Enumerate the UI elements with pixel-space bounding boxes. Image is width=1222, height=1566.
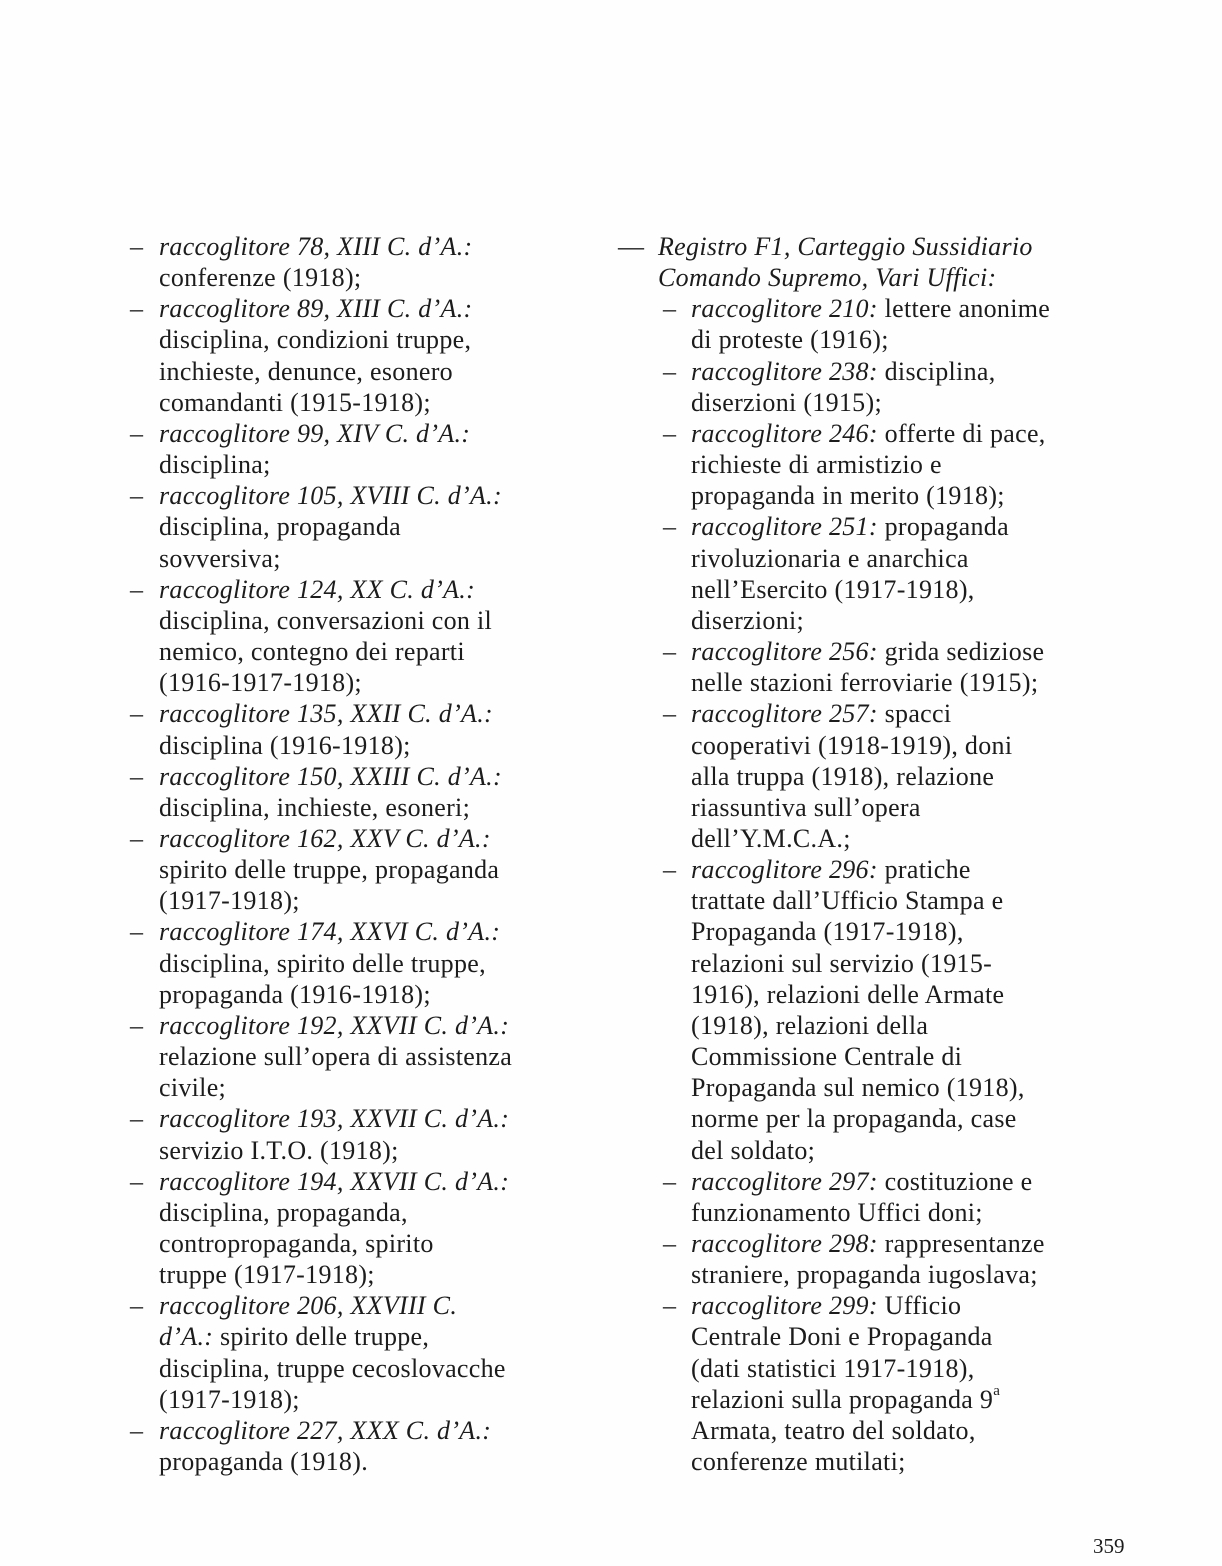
entry-line: propaganda in merito (1918); bbox=[691, 481, 1005, 511]
right-column bbox=[618, 231, 1108, 1477]
entry-text bbox=[159, 698, 570, 760]
entry-reference: raccoglitore 227, XXX C. d’A.: bbox=[159, 1415, 492, 1445]
list-item bbox=[130, 1103, 570, 1165]
entry-line bbox=[159, 231, 570, 262]
list-item bbox=[618, 418, 1108, 511]
list-dash: – bbox=[663, 1229, 677, 1258]
entry-subject: spacci bbox=[877, 699, 952, 729]
list-dash: – bbox=[130, 761, 144, 791]
entry-subject: offerte di pace, bbox=[877, 418, 1046, 448]
entry-line bbox=[691, 356, 1108, 387]
entry-reference: raccoglitore 299: bbox=[691, 1291, 878, 1321]
entry-line: disciplina (1916-1918); bbox=[159, 730, 411, 760]
entry-subject: propaganda bbox=[877, 512, 1009, 542]
list-dash: – bbox=[663, 855, 677, 885]
entry-line: riassuntiva sull’opera bbox=[691, 792, 921, 822]
entry-line: diserzioni; bbox=[691, 605, 805, 635]
list-dash: – bbox=[663, 1291, 677, 1321]
heading-line bbox=[658, 262, 1108, 293]
entry-reference: raccoglitore 192, XXVII C. d’A.: bbox=[159, 1010, 510, 1040]
list-dash: – bbox=[663, 294, 677, 324]
entry-line: propaganda (1918). bbox=[159, 1447, 368, 1477]
entry-line: nemico, contegno dei reparti bbox=[159, 637, 465, 667]
entry-line: (1918), relazioni della bbox=[691, 1010, 929, 1040]
entry-line: contropropaganda, spirito bbox=[159, 1229, 434, 1258]
entry-line: funzionamento Uffici doni; bbox=[691, 1197, 983, 1227]
entry-line: nell’Esercito (1917-1918), bbox=[691, 574, 975, 604]
entry-line: richieste di armistizio e bbox=[691, 450, 942, 480]
list-item bbox=[618, 1166, 1108, 1228]
entry-line: disciplina, spirito delle truppe, bbox=[159, 948, 486, 978]
entry-line: del soldato; bbox=[691, 1135, 816, 1165]
entry-subject: relazioni sulla propaganda 9 bbox=[691, 1384, 994, 1414]
entry-line bbox=[691, 1290, 1108, 1321]
list-dash: – bbox=[130, 1104, 144, 1134]
entry-reference: raccoglitore 135, XXII C. d’A.: bbox=[159, 699, 493, 729]
entry-line: disciplina, truppe cecoslovacche bbox=[159, 1353, 506, 1383]
list-dash: – bbox=[130, 232, 144, 261]
entry-subject: grida sediziose bbox=[877, 637, 1045, 667]
entry-reference: raccoglitore 298: bbox=[691, 1229, 878, 1258]
entry-line bbox=[159, 1166, 570, 1197]
entry-line: conferenze (1918); bbox=[159, 263, 362, 293]
list-dash: – bbox=[130, 823, 144, 853]
entry-line bbox=[159, 698, 570, 729]
list-item bbox=[130, 1290, 570, 1415]
entry-line bbox=[691, 1166, 1108, 1197]
list-item bbox=[618, 698, 1108, 854]
entry-text bbox=[691, 698, 1108, 854]
list-item bbox=[618, 636, 1108, 698]
entry-reference: raccoglitore 297: bbox=[691, 1166, 878, 1196]
entry-text bbox=[691, 1166, 1108, 1228]
entry-line bbox=[159, 293, 570, 324]
heading-line bbox=[658, 231, 1108, 262]
entry-line bbox=[159, 1321, 570, 1352]
entry-line bbox=[159, 1290, 570, 1321]
superscript: a bbox=[993, 1383, 1001, 1400]
entry-text bbox=[691, 418, 1108, 511]
entry-line: cooperativi (1918-1919), doni bbox=[691, 730, 1013, 760]
entry-line: propaganda (1916-1918); bbox=[159, 979, 431, 1009]
entry-line bbox=[159, 1415, 570, 1446]
entry-text bbox=[159, 761, 570, 823]
list-dash: – bbox=[130, 1291, 144, 1321]
entry-subject: disciplina, bbox=[877, 356, 996, 386]
entry-line: comandanti (1915-1918); bbox=[159, 387, 431, 417]
entry-line: dell’Y.M.C.A.; bbox=[691, 823, 851, 853]
entry-line: disciplina, propaganda bbox=[159, 512, 401, 542]
entry-subject: Ufficio bbox=[877, 1291, 962, 1321]
list-item bbox=[618, 1228, 1108, 1290]
list-dash: – bbox=[663, 356, 677, 386]
entry-line: (1917-1918); bbox=[159, 886, 300, 916]
page-number: 359 bbox=[1093, 1534, 1125, 1558]
list-item bbox=[130, 761, 570, 823]
entry-reference: d’A.: bbox=[159, 1322, 214, 1352]
entry-line: disciplina, conversazioni con il bbox=[159, 605, 493, 635]
entry-text bbox=[159, 574, 570, 699]
entry-text bbox=[159, 916, 570, 1009]
entry-line: disciplina, inchieste, esoneri; bbox=[159, 792, 471, 822]
list-dash: – bbox=[130, 699, 144, 729]
entry-reference: raccoglitore 124, XX C. d’A.: bbox=[159, 574, 476, 604]
entry-subject: pratiche bbox=[877, 855, 971, 885]
entry-reference: raccoglitore 78, XIII C. d’A.: bbox=[159, 232, 473, 261]
entry-line bbox=[159, 823, 570, 854]
entry-text bbox=[691, 1290, 1108, 1477]
entry-reference: raccoglitore 251: bbox=[691, 512, 878, 542]
entry-line: Commissione Centrale di bbox=[691, 1042, 963, 1072]
entry-text bbox=[159, 1010, 570, 1103]
entry-subject: rappresentanze bbox=[877, 1229, 1045, 1258]
list-item bbox=[130, 1166, 570, 1291]
heading-reference: Registro F1, Carteggio Sussidiario bbox=[658, 232, 1033, 261]
list-dash: — bbox=[618, 232, 645, 261]
list-dash: – bbox=[130, 574, 144, 604]
list-dash: – bbox=[130, 418, 144, 448]
list-dash: – bbox=[130, 1010, 144, 1040]
list-item bbox=[130, 823, 570, 916]
entry-line: rivoluzionaria e anarchica bbox=[691, 543, 969, 573]
entry-reference: raccoglitore 105, XVIII C. d’A.: bbox=[159, 481, 502, 511]
entry-line: 1916), relazioni delle Armate bbox=[691, 979, 1005, 1009]
entry-line: sovversiva; bbox=[159, 543, 281, 573]
entry-line: (dati statistici 1917-1918), bbox=[691, 1353, 975, 1383]
entry-text bbox=[159, 1166, 570, 1291]
entry-reference: raccoglitore 257: bbox=[691, 699, 878, 729]
list-dash: – bbox=[663, 418, 677, 448]
list-dash: – bbox=[130, 481, 144, 511]
entry-line: relazione sull’opera di assistenza bbox=[159, 1042, 513, 1072]
entry-line bbox=[159, 418, 570, 449]
entry-text bbox=[159, 293, 570, 418]
entry-reference: raccoglitore 89, XIII C. d’A.: bbox=[159, 294, 473, 324]
entry-text bbox=[691, 511, 1108, 636]
entry-text bbox=[159, 1290, 570, 1415]
entry-line: alla truppa (1918), relazione bbox=[691, 761, 995, 791]
entry-text bbox=[159, 823, 570, 916]
entry-line: disciplina; bbox=[159, 450, 271, 480]
entry-line bbox=[691, 293, 1108, 324]
entry-line: di proteste (1916); bbox=[691, 325, 889, 355]
entry-line: civile; bbox=[159, 1073, 227, 1103]
entry-text bbox=[691, 854, 1108, 1166]
entry-line: (1916-1917-1918); bbox=[159, 668, 362, 698]
entry-text bbox=[159, 1103, 570, 1165]
entry-line: disciplina, propaganda, bbox=[159, 1197, 408, 1227]
entry-line bbox=[691, 854, 1108, 885]
entry-line: trattate dall’Ufficio Stampa e bbox=[691, 886, 1004, 916]
entry-line bbox=[159, 761, 570, 792]
list-item bbox=[130, 293, 570, 418]
entry-reference: raccoglitore 193, XXVII C. d’A.: bbox=[159, 1104, 510, 1134]
list-item bbox=[130, 698, 570, 760]
entry-line: straniere, propaganda iugoslava; bbox=[691, 1260, 1038, 1290]
heading-reference: Comando Supremo, Vari Uffici: bbox=[658, 263, 997, 293]
entry-line: (1917-1918); bbox=[159, 1384, 300, 1414]
list-item bbox=[618, 293, 1108, 355]
entry-line: Armata, teatro del soldato, bbox=[691, 1415, 976, 1445]
entry-reference: raccoglitore 256: bbox=[691, 637, 878, 667]
entry-line bbox=[159, 1103, 570, 1134]
entry-line: servizio I.T.O. (1918); bbox=[159, 1135, 399, 1165]
list-item bbox=[130, 231, 570, 293]
entry-line: norme per la propaganda, case bbox=[691, 1104, 1017, 1134]
list-item bbox=[618, 854, 1108, 1166]
list-dash: – bbox=[130, 917, 144, 947]
entry-reference: raccoglitore 150, XXIII C. d’A.: bbox=[159, 761, 502, 791]
entry-line bbox=[691, 418, 1108, 449]
entry-line: diserzioni (1915); bbox=[691, 387, 882, 417]
entry-line: Centrale Doni e Propaganda bbox=[691, 1322, 993, 1352]
list-item bbox=[130, 480, 570, 573]
entry-text bbox=[159, 231, 570, 293]
entry-line bbox=[691, 636, 1108, 667]
list-dash: – bbox=[130, 1415, 144, 1445]
entry-line bbox=[159, 574, 570, 605]
entry-line bbox=[159, 916, 570, 947]
left-column bbox=[130, 231, 570, 1477]
entry-line: nelle stazioni ferroviarie (1915); bbox=[691, 668, 1039, 698]
entry-line bbox=[159, 480, 570, 511]
entry-reference: raccoglitore 210: bbox=[691, 294, 878, 324]
entry-reference: raccoglitore 174, XXVI C. d’A.: bbox=[159, 917, 501, 947]
entry-text bbox=[691, 1228, 1108, 1290]
entry-line: conferenze mutilati; bbox=[691, 1447, 906, 1477]
list-item bbox=[618, 356, 1108, 418]
entry-line: relazioni sul servizio (1915- bbox=[691, 948, 993, 978]
list-item bbox=[130, 1415, 570, 1477]
register-heading bbox=[618, 231, 1108, 293]
entry-subject: spirito delle truppe, bbox=[213, 1322, 430, 1352]
list-item bbox=[618, 511, 1108, 636]
heading-text bbox=[658, 231, 1108, 293]
list-dash: – bbox=[130, 294, 144, 324]
entry-reference: raccoglitore 162, XXV C. d’A.: bbox=[159, 823, 491, 853]
entry-line bbox=[691, 1228, 1108, 1259]
list-dash: – bbox=[663, 1166, 677, 1196]
entry-line bbox=[159, 1010, 570, 1041]
entry-line bbox=[691, 698, 1108, 729]
entry-text bbox=[691, 293, 1108, 355]
entry-line: spirito delle truppe, propaganda bbox=[159, 855, 500, 885]
entry-text bbox=[159, 418, 570, 480]
list-item bbox=[130, 1010, 570, 1103]
list-dash: – bbox=[663, 637, 677, 667]
entry-reference: raccoglitore 194, XXVII C. d’A.: bbox=[159, 1166, 510, 1196]
entry-text bbox=[691, 636, 1108, 698]
entry-line: Propaganda sul nemico (1918), bbox=[691, 1073, 1025, 1103]
entry-line: disciplina, condizioni truppe, bbox=[159, 325, 472, 355]
entry-line: truppe (1917-1918); bbox=[159, 1260, 375, 1290]
list-item bbox=[130, 916, 570, 1009]
entry-subject: costituzione e bbox=[877, 1166, 1033, 1196]
entry-line: Propaganda (1917-1918), bbox=[691, 917, 964, 947]
entry-line: inchieste, denunce, esonero bbox=[159, 356, 453, 386]
list-item bbox=[130, 574, 570, 699]
entry-text bbox=[159, 480, 570, 573]
entry-reference: raccoglitore 246: bbox=[691, 418, 878, 448]
entry-line bbox=[691, 511, 1108, 542]
entry-reference: raccoglitore 206, XXVIII C. bbox=[159, 1291, 458, 1321]
entry-text bbox=[691, 356, 1108, 418]
list-dash: – bbox=[663, 699, 677, 729]
entry-reference: raccoglitore 238: bbox=[691, 356, 878, 386]
entry-reference: raccoglitore 99, XIV C. d’A.: bbox=[159, 418, 471, 448]
list-dash: – bbox=[663, 512, 677, 542]
entry-reference: raccoglitore 296: bbox=[691, 855, 878, 885]
list-dash: – bbox=[130, 1166, 144, 1196]
list-item bbox=[130, 418, 570, 480]
entry-text bbox=[159, 1415, 570, 1477]
entry-subject: lettere anonime bbox=[877, 294, 1051, 324]
entry-line bbox=[691, 1384, 1108, 1415]
list-item bbox=[618, 1290, 1108, 1477]
